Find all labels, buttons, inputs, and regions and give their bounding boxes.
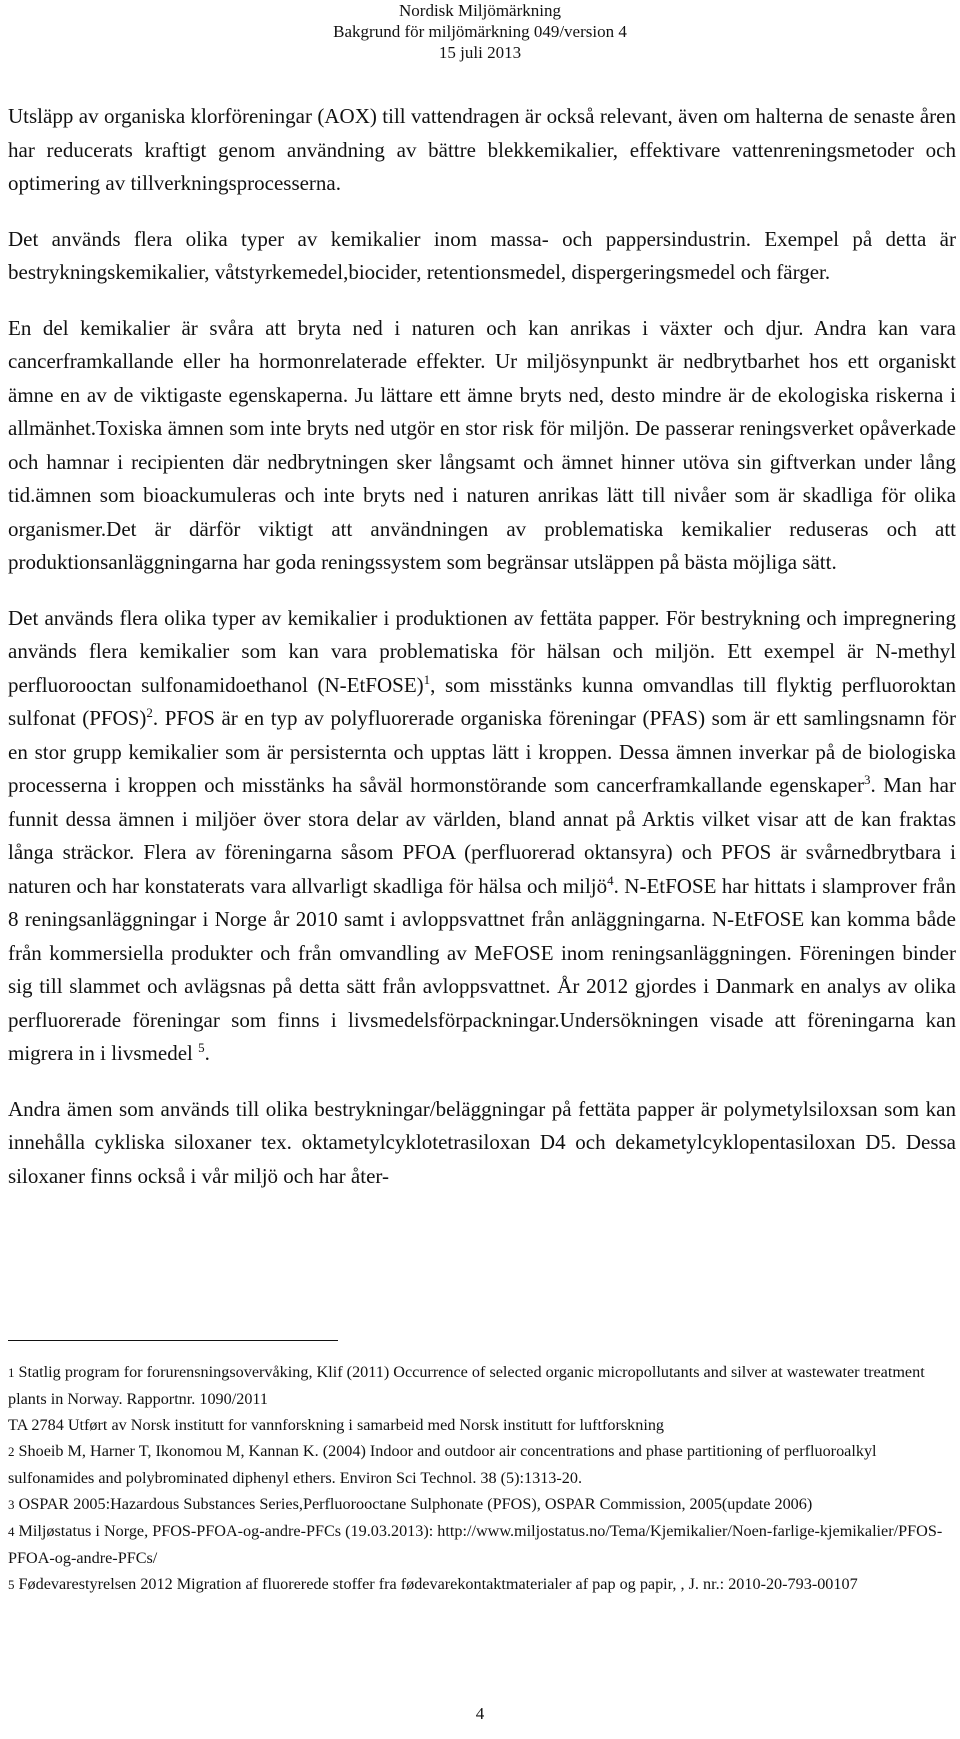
footnote-1-continued	[8, 1412, 958, 1438]
paragraph-segment: . N-EtFOSE har hittats i slamprover från 8 reningsanläggningar i Norge år 2010 samt i avloppsvattnet från anläggningarna. N-EtFOSE kan komma både från kommersiella produkter och från omvandling av MeFOSE inom reningsanläggningen. Föreningen binder sig till slammet och avlägsnas på detta sätt från avloppsvattnet. År 2012 gjordes i Danmark en analys av olika perfluorerade föreningar som finns i livsmedelsförpackningar.Undersökningen visade att föreningarna kan migrera in i livsmedel	[8, 873, 956, 1065]
footnote-text: Miljøstatus i Norge, PFOS-PFOA-og-andre-PFCs (19.03.2013): http://www.miljostatus.no/Tema/Kjemikalier/Noen-farlige-kjemikalier/PFOS-PFOA-og-andre-PFCs/	[8, 1522, 943, 1567]
paragraph-segment: .	[204, 1041, 210, 1065]
footnote-text: OSPAR 2005:Hazardous Substances Series,Perfluorooctane Sulphonate (PFOS), OSPAR Commission, 2005(update 2006)	[18, 1495, 813, 1513]
paragraph-degradability: En del kemikalier är svåra att bryta ned i naturen och kan anrikas i växter och djur. Andra kan vara cancerframkallande eller ha hormonrelaterade effekter. Ur miljösynpunkt är nedbrytbarhet hos ett organiskt ämne en av de viktigaste egenskaperna. Ju lättare ett ämne bryts ned, desto mindre är de ekologiska riskerna i allmänhet.Toxiska ämnen som inte bryts ned utgör en stor risk för miljön. De passerar reningsverket opåverkade och hamnar i recipienten där nedbrytningen sker långsamt och ämnet hinner utöva sin giftverkan under lång tid.ämnen som bioackumuleras och inte bryts ned i naturen anrikas lätt till nivåer som är skadliga för olika organismer.Det är därför viktigt att användningen av problematiska kemikalier reduseras och att produktionsanläggningarna har goda reningssystem som begränsar utsläppen på bästa möjliga sätt.	[8, 315, 956, 574]
footnote-2	[8, 1438, 958, 1491]
footnote-reference-2: 2	[146, 705, 153, 720]
paragraph-fluorinated-compounds	[8, 602, 956, 1071]
footnote-text: Shoeib M, Harner T, Ikonomou M, Kannan K. (2004) Indoor and outdoor air concentrations and phase partitioning of perfluoroalkyl sulfonamides and polybrominated diphenyl ethers. Environ Sci Technol. 38 (5):1313-20.	[8, 1442, 877, 1487]
paragraph-segment: Det används flera olika typer av kemikalier i produktionen av fettäta papper. För bestrykning och impregnering används flera kemikalier som kan vara problematiska för hälsan och miljön. Ett exempel är N-methyl perfluorooctan sulfonamidoethanol (N-EtFOSE)	[8, 605, 956, 697]
paragraph-segment: . PFOS är en typ av polyfluorerade organiska föreningar (PFAS) som är ett samlingsnamn för en stor grupp kemikalier som är persisternta och upptas lätt i kroppen. Dessa ämnen inverkar på de biologiska processerna i kroppen och misstänks ha såväl hormonstörande som cancerframkallande egenskaper	[8, 706, 956, 797]
footnote-text: Fødevarestyrelsen 2012 Migration af fluorerede stoffer fra fødevarekontaktmaterialer af pap og papir, , J. nr.: 2010-20-793-00107	[18, 1575, 858, 1593]
footnote-reference-3: 3	[864, 772, 871, 787]
footnote-1	[8, 1359, 958, 1412]
footnote-4	[8, 1518, 958, 1571]
footnote-reference-1: 1	[423, 671, 431, 687]
footnotes	[8, 1340, 958, 1598]
header-document-title: Bakgrund för miljömärkning 049/version 4	[333, 22, 627, 41]
footnote-number: 1	[8, 1365, 15, 1380]
footnote-3	[8, 1491, 958, 1518]
footnote-number: 4	[8, 1524, 15, 1539]
footnote-reference-4: 4	[607, 872, 614, 888]
footnote-reference-5: 5	[198, 1040, 205, 1055]
footnote-separator	[8, 1340, 338, 1341]
paragraph-siloxanes: Andra ämen som används till olika bestrykningar/beläggningar på fettäta papper är polymetylsiloxsan som kan innehålla cykliska siloxaner tex. oktametylcyklotetrasiloxan D4 och dekametylcyklopentasiloxan D5. Dessa siloxaner finns också i vår miljö och har åter-	[8, 1096, 956, 1188]
paragraph-chemical-types: Det används flera olika typer av kemikalier inom massa- och pappersindustrin. Exempel på detta är bestrykningskemikalier, våtstyrkemedel,biocider, retentionsmedel, dispergeringsmedel och färger.	[8, 226, 956, 284]
footnote-text: Statlig program for forurensningsovervåking, Klif (2011) Occurrence of selected organic micropollutants and silver at wastewater treatment plants in Norway. Rapportnr. 1090/2011	[8, 1363, 925, 1408]
footnote-text: TA 2784 Utført av Norsk institutt for vannforskning i samarbeid med Norsk institutt for luftforskning	[8, 1416, 665, 1434]
page-number: 4	[475, 1704, 485, 1723]
footnote-number: 2	[8, 1444, 15, 1459]
paragraph-segment: . Man har funnit dessa ämnen i miljöer över stora delar av världen, bland annat på Arktis vilket visar att de kan fraktas långa sträckor. Flera av föreningarna såsom PFOA (perfluorerad oktansyra) och PFOS är svårnedbrytbara i naturen och har konstaterats vara allvarligt skadliga för hälsa och miljö	[8, 773, 956, 898]
body-text	[8, 100, 956, 1215]
footnote-number: 5	[8, 1577, 15, 1592]
paragraph-aox: Utsläpp av organiska klorföreningar (AOX) till vattendragen är också relevant, även om halterna de senaste åren har reducerats kraftigt genom användning av bättre blekkemikalier, effektivare vattenreningsmetoder och optimering av tillverkningsprocesserna.	[8, 104, 956, 195]
page-header	[0, 0, 960, 63]
paragraph-segment: , som misstänks kunna omvandlas till flyktig perfluoroktan sulfonat (PFOS)	[8, 672, 957, 730]
footnote-number: 3	[8, 1497, 15, 1512]
header-date: 15 juli 2013	[438, 43, 522, 62]
footnote-5	[8, 1571, 958, 1598]
header-organization: Nordisk Miljömärkning	[399, 1, 561, 20]
